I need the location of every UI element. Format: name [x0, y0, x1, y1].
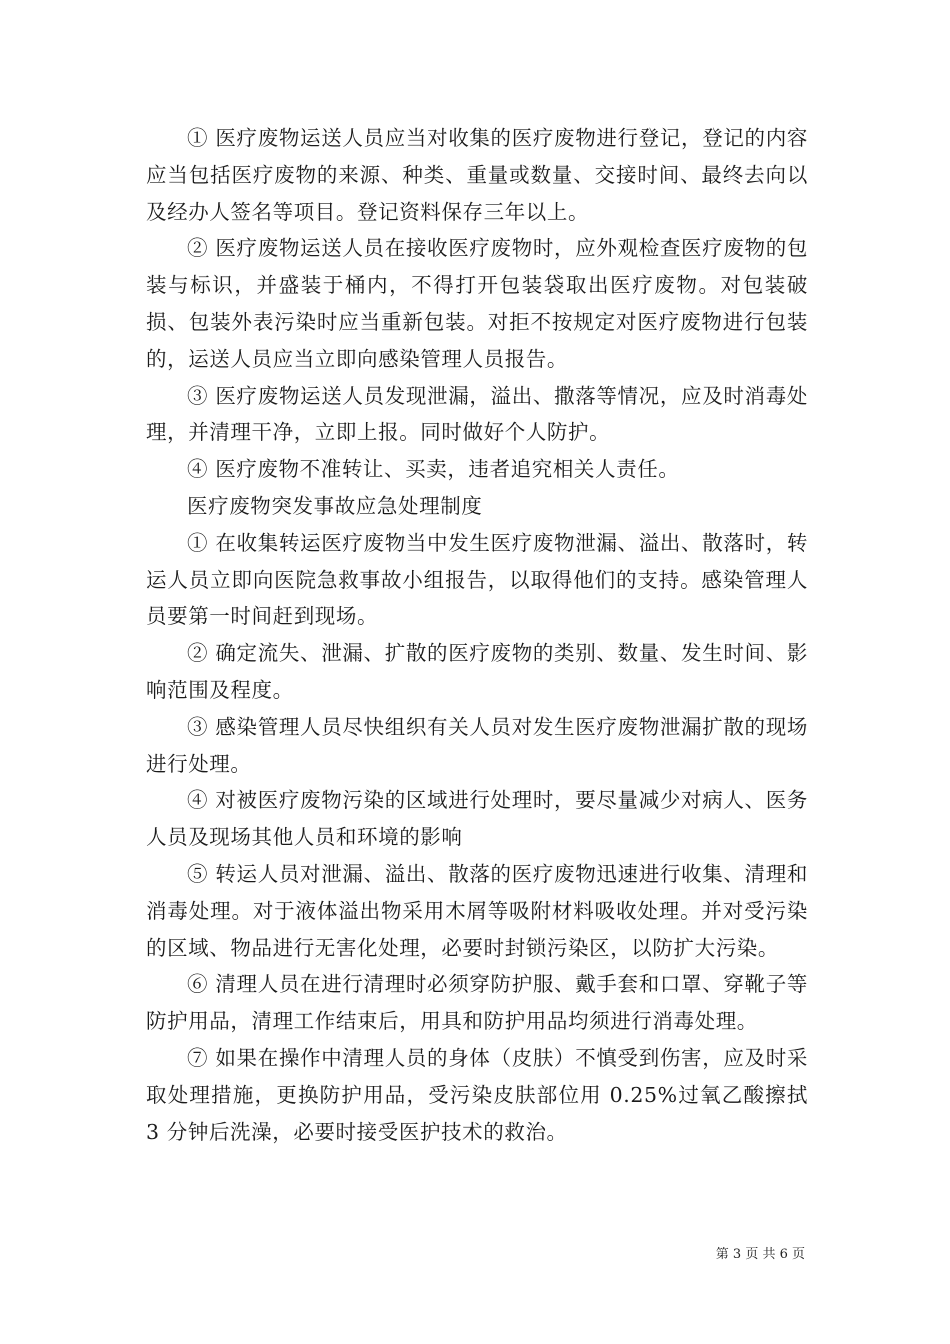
- paragraph-2: ② 医疗废物运送人员在接收医疗废物时，应外观检查医疗废物的包装与标识，并盛装于桶内，不得打开包装袋取出医疗废物。对包装破损、包装外表污染时应当重新包装。对拒不按规定对医疗废物进行包装的，运送人员应当立即向感染管理人员报告。: [146, 236, 808, 371]
- document-body: [146, 120, 808, 1150]
- paragraph-6: ② 确定流失、泄漏、扩散的医疗废物的类别、数量、发生时间、影响范围及程度。: [146, 641, 808, 702]
- page-number-footer: 第 3 页 共 6 页: [715, 1247, 805, 1262]
- paragraph-10: ⑥ 清理人员在进行清理时必须穿防护服、戴手套和口罩、穿靴子等防护用品，清理工作结束后，用具和防护用品均须进行消毒处理。: [146, 972, 808, 1034]
- paragraph-1: ① 医疗废物运送人员应当对收集的医疗废物进行登记，登记的内容应当包括医疗废物的来源、种类、重量或数量、交接时间、最终去向以及经办人签名等项目。登记资料保存三年以上。: [146, 126, 808, 224]
- paragraph-3: ③ 医疗废物运送人员发现泄漏，溢出、撒落等情况，应及时消毒处理，并清理干净，立即上报。同时做好个人防护。: [146, 383, 808, 445]
- paragraph-5: ① 在收集转运医疗废物当中发生医疗废物泄漏、溢出、散落时，转运人员立即向医院急救事故小组报告，以取得他们的支持。感染管理人员要第一时间赶到现场。: [146, 530, 808, 629]
- paragraph-11: ⑦ 如果在操作中清理人员的身体（皮肤）不慎受到伤害，应及时采取处理措施，更换防护用品，受污染皮肤部位用 0.25%过氧乙酸擦拭 3 分钟后洗澡，必要时接受医护技术的救治。: [146, 1045, 808, 1144]
- section-heading: 医疗废物突发事故应急处理制度: [187, 493, 483, 518]
- paragraph-9: ⑤ 转运人员对泄漏、溢出、散落的医疗废物迅速进行收集、清理和消毒处理。对于液体溢出物采用木屑等吸附材料吸收处理。并对受污染的区域、物品进行无害化处理，必要时封锁污染区，以防扩大污染。: [146, 861, 808, 960]
- paragraph-4: ④ 医疗废物不准转让、买卖，违者追究相关人责任。: [187, 457, 680, 482]
- paragraph-8: ④ 对被医疗废物污染的区域进行处理时，要尽量减少对病人、医务人员及现场其他人员和环境的影响: [146, 788, 808, 850]
- paragraph-7: ③ 感染管理人员尽快组织有关人员对发生医疗废物泄漏扩散的现场进行处理。: [146, 714, 808, 776]
